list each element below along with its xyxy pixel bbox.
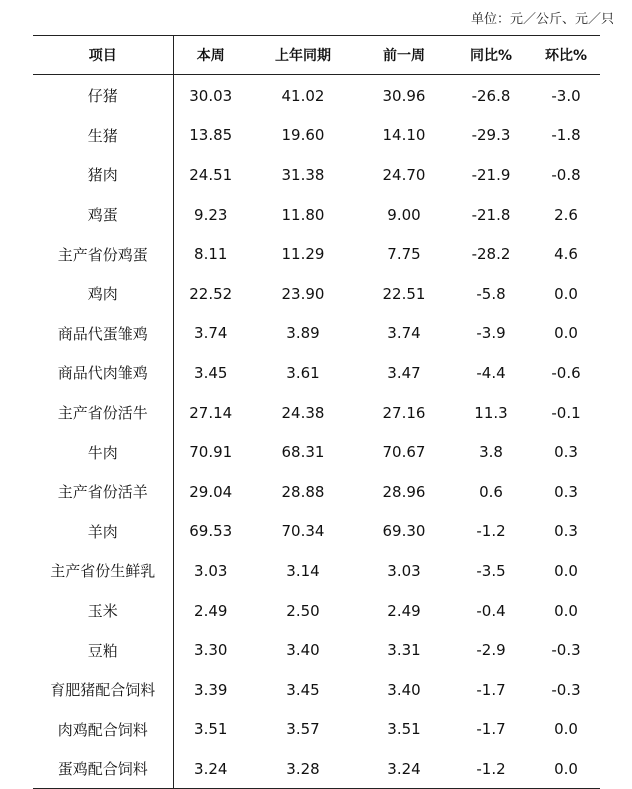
- cell-last-year: 70.34: [281, 522, 325, 541]
- cell-wow-pct: 0.0: [554, 284, 578, 303]
- cell-wow-pct: 4.6: [554, 245, 578, 264]
- cell-prev-week: 27.16: [382, 403, 426, 422]
- cell-last-year: 3.40: [286, 641, 320, 660]
- cell-last-year: 3.57: [286, 720, 320, 739]
- cell-item-name: 肉鸡配合饲料: [33, 709, 173, 749]
- cell-yoy-pct: -21.8: [471, 205, 511, 224]
- cell-prev-week: 30.96: [382, 86, 426, 105]
- cell-last-year: 3.14: [286, 561, 320, 580]
- table-row: [33, 233, 600, 273]
- cell-item-name: 主产省份生鲜乳: [33, 550, 173, 590]
- cell-last-year: 3.45: [286, 680, 320, 699]
- header-yoy: 同比%: [450, 36, 532, 75]
- cell-this-week: 3.39: [194, 680, 228, 699]
- cell-prev-week: 3.24: [358, 748, 450, 788]
- cell-wow-pct: -3.0: [551, 86, 581, 105]
- cell-last-year: 41.02: [281, 86, 325, 105]
- cell-wow-pct: 0.0: [532, 748, 600, 788]
- table-row: [33, 709, 600, 749]
- cell-prev-week: 70.67: [382, 443, 426, 462]
- cell-item-name: 玉米: [33, 590, 173, 630]
- cell-this-week: 3.03: [194, 561, 228, 580]
- cell-item-name: 主产省份活羊: [33, 471, 173, 511]
- cell-item-name: 猪肉: [33, 154, 173, 194]
- cell-yoy-pct: -1.7: [476, 680, 506, 699]
- cell-yoy-pct: -3.9: [476, 324, 506, 343]
- cell-prev-week: 28.96: [382, 482, 426, 501]
- cell-yoy-pct: 3.8: [479, 443, 503, 462]
- cell-prev-week: 3.74: [387, 324, 421, 343]
- cell-item-name: 生猪: [33, 115, 173, 155]
- cell-yoy-pct: -29.3: [471, 126, 511, 145]
- header-this-week: 本周: [173, 36, 248, 75]
- table-row: [33, 590, 600, 630]
- cell-wow-pct: -1.8: [551, 126, 581, 145]
- cell-prev-week: 24.70: [382, 165, 426, 184]
- cell-last-year: 3.89: [286, 324, 320, 343]
- table-row: [33, 550, 600, 590]
- cell-last-year: 31.38: [281, 165, 325, 184]
- header-item: 项目: [33, 36, 173, 75]
- cell-this-week: 9.23: [194, 205, 228, 224]
- cell-wow-pct: -0.3: [551, 680, 581, 699]
- cell-wow-pct: 0.0: [554, 324, 578, 343]
- cell-this-week: 22.52: [189, 284, 233, 303]
- cell-prev-week: 69.30: [382, 522, 426, 541]
- cell-this-week: 3.51: [194, 720, 228, 739]
- cell-prev-week: 3.51: [387, 720, 421, 739]
- cell-yoy-pct: -4.4: [476, 363, 506, 382]
- cell-yoy-pct: -1.7: [476, 720, 506, 739]
- cell-last-year: 11.29: [281, 245, 325, 264]
- header-last-year: 上年同期: [248, 36, 358, 75]
- cell-prev-week: 9.00: [387, 205, 421, 224]
- cell-wow-pct: -0.3: [551, 641, 581, 660]
- cell-this-week: 29.04: [189, 482, 233, 501]
- cell-prev-week: 3.47: [387, 363, 421, 382]
- cell-item-name: 蛋鸡配合饲料: [33, 748, 173, 788]
- cell-last-year: 19.60: [281, 126, 325, 145]
- cell-wow-pct: -0.6: [551, 363, 581, 382]
- cell-wow-pct: 0.0: [554, 561, 578, 580]
- cell-wow-pct: -0.1: [551, 403, 581, 422]
- table-row: [33, 352, 600, 392]
- cell-this-week: 3.45: [194, 363, 228, 382]
- cell-last-year: 28.88: [281, 482, 325, 501]
- cell-wow-pct: 0.0: [554, 720, 578, 739]
- cell-this-week: 27.14: [189, 403, 233, 422]
- table-row: [33, 154, 600, 194]
- table-row: [33, 669, 600, 709]
- table-row: [33, 273, 600, 313]
- cell-item-name: 羊肉: [33, 511, 173, 551]
- cell-last-year: 23.90: [281, 284, 325, 303]
- cell-item-name: 主产省份鸡蛋: [33, 233, 173, 273]
- cell-prev-week: 2.49: [387, 601, 421, 620]
- cell-last-year: 11.80: [281, 205, 325, 224]
- cell-prev-week: 3.03: [387, 561, 421, 580]
- table-row: [33, 115, 600, 155]
- cell-prev-week: 22.51: [382, 284, 426, 303]
- cell-last-year: 24.38: [281, 403, 325, 422]
- cell-this-week: 3.74: [194, 324, 228, 343]
- table-row: [33, 75, 600, 115]
- table-row: [33, 431, 600, 471]
- cell-item-name: 鸡肉: [33, 273, 173, 313]
- table-row: [33, 471, 600, 511]
- cell-prev-week: 14.10: [382, 126, 426, 145]
- unit-note: 单位：元／公斤、元／只: [470, 12, 614, 27]
- table-row: [33, 629, 600, 669]
- cell-yoy-pct: -1.2: [450, 748, 532, 788]
- cell-wow-pct: 0.0: [554, 601, 578, 620]
- cell-yoy-pct: -26.8: [471, 86, 511, 105]
- cell-prev-week: 7.75: [387, 245, 421, 264]
- cell-last-year: 3.61: [286, 363, 320, 382]
- header-wow: 环比%: [532, 36, 600, 75]
- cell-item-name: 牛肉: [33, 431, 173, 471]
- cell-item-name: 商品代肉雏鸡: [33, 352, 173, 392]
- cell-this-week: 69.53: [189, 522, 233, 541]
- cell-this-week: 8.11: [194, 245, 228, 264]
- cell-last-year: 68.31: [281, 443, 325, 462]
- table-row: [33, 392, 600, 432]
- price-table: [33, 35, 600, 789]
- cell-yoy-pct: -2.9: [476, 641, 506, 660]
- cell-yoy-pct: -1.2: [476, 522, 506, 541]
- cell-this-week: 13.85: [189, 126, 233, 145]
- cell-this-week: 30.03: [189, 86, 233, 105]
- cell-yoy-pct: -3.5: [476, 561, 506, 580]
- cell-this-week: 2.49: [194, 601, 228, 620]
- table-row: [33, 313, 600, 353]
- header-prev-week: 前一周: [358, 36, 450, 75]
- cell-wow-pct: 0.3: [554, 443, 578, 462]
- cell-yoy-pct: -0.4: [476, 601, 506, 620]
- cell-yoy-pct: -28.2: [471, 245, 511, 264]
- cell-item-name: 主产省份活牛: [33, 392, 173, 432]
- table-row: [33, 194, 600, 234]
- cell-last-year: 2.50: [286, 601, 320, 620]
- cell-item-name: 鸡蛋: [33, 194, 173, 234]
- cell-yoy-pct: 0.6: [479, 482, 503, 501]
- cell-this-week: 70.91: [189, 443, 233, 462]
- cell-item-name: 育肥猪配合饲料: [33, 669, 173, 709]
- cell-wow-pct: 0.3: [554, 522, 578, 541]
- cell-item-name: 豆粕: [33, 629, 173, 669]
- table-row: [33, 511, 600, 551]
- cell-this-week: 24.51: [189, 165, 233, 184]
- cell-yoy-pct: -5.8: [476, 284, 506, 303]
- cell-yoy-pct: 11.3: [474, 403, 508, 422]
- table-row: [33, 748, 600, 788]
- cell-prev-week: 3.31: [387, 641, 421, 660]
- cell-this-week: 3.24: [173, 748, 248, 788]
- header-row: [33, 36, 600, 75]
- cell-last-year: 3.28: [248, 748, 358, 788]
- cell-prev-week: 3.40: [387, 680, 421, 699]
- cell-yoy-pct: -21.9: [471, 165, 511, 184]
- cell-item-name: 商品代蛋雏鸡: [33, 313, 173, 353]
- cell-wow-pct: 2.6: [554, 205, 578, 224]
- cell-this-week: 3.30: [194, 641, 228, 660]
- cell-wow-pct: 0.3: [554, 482, 578, 501]
- cell-wow-pct: -0.8: [551, 165, 581, 184]
- cell-item-name: 仔猪: [33, 75, 173, 115]
